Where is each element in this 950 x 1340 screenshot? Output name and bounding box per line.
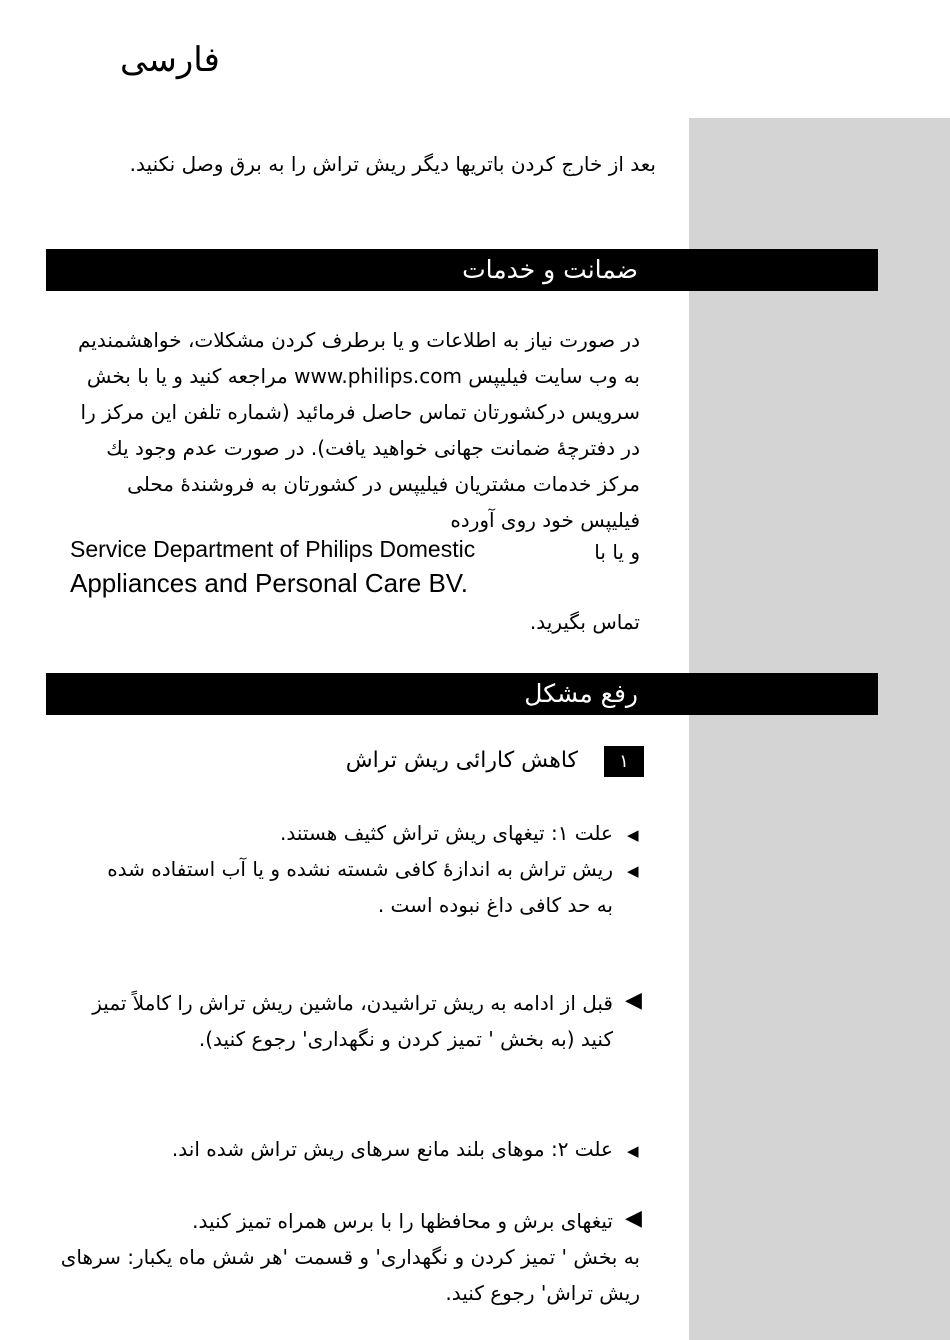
cause-2: علت ۲: موهای بلند مانع سرهای ریش تراش شده اند.	[171, 1137, 613, 1161]
problem-title: کاهش کارائی ریش تراش	[345, 748, 578, 773]
service-department-line2: Appliances and Personal Care BV.	[70, 568, 468, 598]
bullet-arrow-icon: ◀	[627, 826, 639, 844]
section-title-warranty: ضمانت و خدمات	[462, 255, 638, 284]
bullet-arrow-icon: ◀	[625, 1206, 642, 1231]
bullet-arrow-icon: ◀	[627, 1142, 639, 1160]
language-label: فارسی	[120, 40, 220, 80]
cause-1: علت ۱: تیغهای ریش تراش کثیف هستند.	[280, 821, 613, 845]
section-bar-troubleshooting	[46, 673, 878, 715]
bullet-arrow-icon: ◀	[627, 862, 639, 880]
bullet-arrow-icon: ◀	[625, 988, 642, 1013]
warranty-contact: تماس بگیرید.	[529, 610, 640, 634]
service-department-line1: Service Department of Philips Domestic	[70, 536, 476, 562]
warranty-or-with: و یا با	[594, 540, 640, 564]
problem-number-badge: ۱	[604, 746, 644, 777]
remedy-2: تیغهای برش و محافظها را با برس همراه تمیز کنید.	[192, 1209, 613, 1233]
section-bar-warranty	[46, 249, 878, 291]
battery-note: بعد از خارج کردن باتریها دیگر ریش تراش را به برق وصل نکنید.	[129, 152, 656, 176]
section-title-troubleshooting: رفع مشکل	[524, 679, 638, 708]
grey-margin-panel	[689, 118, 950, 1340]
cause-1-detail: ریش تراش به اندازهٔ کافی شسته نشده و یا آب استفاده شده به حد کافی داغ نبوده است .	[107, 857, 613, 917]
remedy-1: قبل از ادامه به ریش تراشیدن، ماشین ریش تراش را کاملاً تمیز کنید (به بخش ' تمیز کردن و نگهداری' رجوع کنید).	[92, 991, 613, 1051]
warranty-body: در صورت نیاز به اطلاعات و یا برطرف کردن مشکلات، خواهشمندیم به وب سایت فیلیپس www.philips.com مراجعه کنید و یا با بخش سرویس درکشورتان تماس حاصل فرمائید (شماره تلفن این مرکز را در دفترچهٔ ضمانت جهانی خواهید یافت). در صورت عدم وجود یك مرکز خدمات مشتریان فیلیپس در کشورتان به فروشندهٔ محلی فیلیپس خود روی آورده	[77, 328, 640, 532]
remedy-2-detail: به بخش ' تمیز کردن و نگهداری' و قسمت 'هر شش ماه یکبار: سرهای ریش تراش' رجوع کنید.	[60, 1245, 640, 1305]
